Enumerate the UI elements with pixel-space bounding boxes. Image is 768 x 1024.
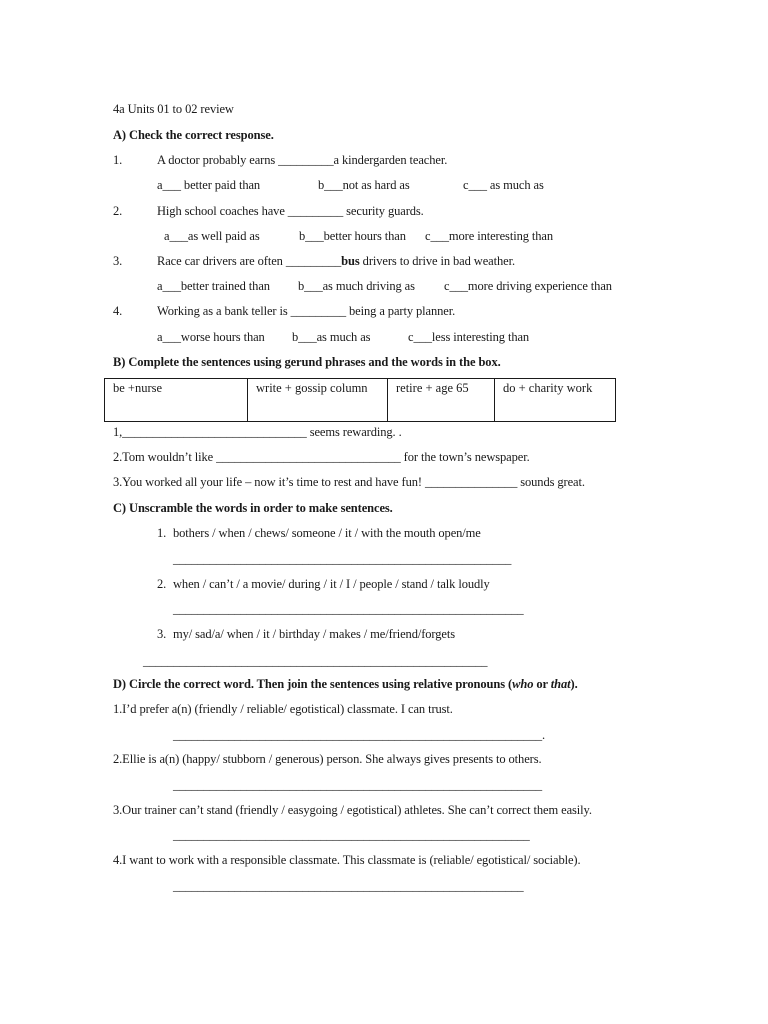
scramble-3-words: my/ sad/a/ when / it / birthday / makes / me/friend/forgets <box>173 627 456 641</box>
scramble-1-words: bothers / when / chews/ someone / it / with the mouth open/me <box>173 526 481 540</box>
question-2-text: High school coaches have _________ security guards. <box>157 204 424 218</box>
section-d-that: that <box>550 677 571 691</box>
scramble-2-answer-line[interactable]: _________________________________________________________ <box>173 602 524 616</box>
scramble-3-number: 3. <box>157 627 167 641</box>
relative-item-4: 4.I want to work with a responsible classmate. This classmate is (reliable/ egotistical/ sociable). <box>113 853 581 867</box>
section-d-heading-start: D) Circle the correct word. Then join the sentences using relative pronouns ( <box>113 677 513 691</box>
question-3-bold-word: bus <box>341 254 360 268</box>
scramble-3-answer-line[interactable]: ________________________________________________________ <box>143 654 488 668</box>
scramble-1-answer-line[interactable]: _______________________________________________________ <box>173 552 512 566</box>
question-4-option-a[interactable]: a___worse hours than <box>157 330 265 344</box>
question-3-text-start: Race car drivers are often _________ <box>157 254 342 268</box>
question-1-option-a[interactable]: a___ better paid than <box>157 178 261 192</box>
section-d-or: or <box>533 677 551 691</box>
question-3-text <box>157 253 515 269</box>
relative-item-2-answer-line[interactable]: ____________________________________________________________ <box>173 778 543 792</box>
question-2-option-c[interactable]: c___more interesting than <box>425 229 554 243</box>
relative-item-3-answer-line[interactable]: __________________________________________________________ <box>173 828 530 842</box>
question-3-option-b[interactable]: b___as much driving as <box>298 279 415 293</box>
scramble-2-number: 2. <box>157 577 167 591</box>
section-d-heading-end: ). <box>570 677 578 691</box>
question-4-option-b[interactable]: b___as much as <box>292 330 371 344</box>
section-b-heading: B) Complete the sentences using gerund phrases and the words in the box. <box>113 355 501 369</box>
word-box-cell: retire + age 65 <box>388 379 495 422</box>
question-1-text: A doctor probably earns _________a kindergarden teacher. <box>157 153 448 167</box>
question-4-text: Working as a bank teller is _________ being a party planner. <box>157 304 456 318</box>
question-1-option-b[interactable]: b___not as hard as <box>318 178 410 192</box>
word-box-cell: be +nurse <box>105 379 248 422</box>
word-box-cell: write + gossip column <box>248 379 388 422</box>
question-2-option-a[interactable]: a___as well paid as <box>164 229 260 243</box>
scramble-2-words: when / can’t / a movie/ during / it / I / people / stand / talk loudly <box>173 577 490 591</box>
word-box <box>104 378 616 422</box>
relative-item-2: 2.Ellie is a(n) (happy/ stubborn / generous) person. She always gives presents to others. <box>113 752 542 766</box>
relative-item-1-answer-line[interactable]: ____________________________________________________________. <box>173 728 546 742</box>
question-2-option-b[interactable]: b___better hours than <box>299 229 406 243</box>
relative-item-1: 1.I’d prefer a(n) (friendly / reliable/ egotistical) classmate. I can trust. <box>113 702 453 716</box>
relative-item-3: 3.Our trainer can’t stand (friendly / easygoing / egotistical) athletes. She can’t correct them easily. <box>113 803 592 817</box>
question-3-number: 3. <box>113 254 123 268</box>
section-a-heading: A) Check the correct response. <box>113 128 274 142</box>
scramble-1-number: 1. <box>157 526 167 540</box>
word-box-cell: do + charity work <box>495 379 616 422</box>
question-2-number: 2. <box>113 204 123 218</box>
section-c-heading: C) Unscramble the words in order to make sentences. <box>113 501 393 515</box>
gerund-sentence-1[interactable]: 1,______________________________ seems rewarding. . <box>113 425 402 439</box>
question-4-number: 4. <box>113 304 123 318</box>
section-d-heading <box>113 676 578 692</box>
question-3-option-c[interactable]: c___more driving experience than <box>444 279 612 293</box>
gerund-sentence-3[interactable]: 3.You worked all your life – now it’s time to rest and have fun! _______________ sounds great. <box>113 475 585 489</box>
relative-item-4-answer-line[interactable]: _________________________________________________________ <box>173 879 524 893</box>
question-3-option-a[interactable]: a___better trained than <box>157 279 270 293</box>
question-3-text-end: drivers to drive in bad weather. <box>359 254 515 268</box>
section-d-who: who <box>512 677 534 691</box>
gerund-sentence-2[interactable]: 2.Tom wouldn’t like ______________________________ for the town’s newspaper. <box>113 450 530 464</box>
question-1-option-c[interactable]: c___ as much as <box>463 178 544 192</box>
question-4-option-c[interactable]: c___less interesting than <box>408 330 530 344</box>
question-1-number: 1. <box>113 153 123 167</box>
worksheet-title: 4a Units 01 to 02 review <box>113 102 234 116</box>
